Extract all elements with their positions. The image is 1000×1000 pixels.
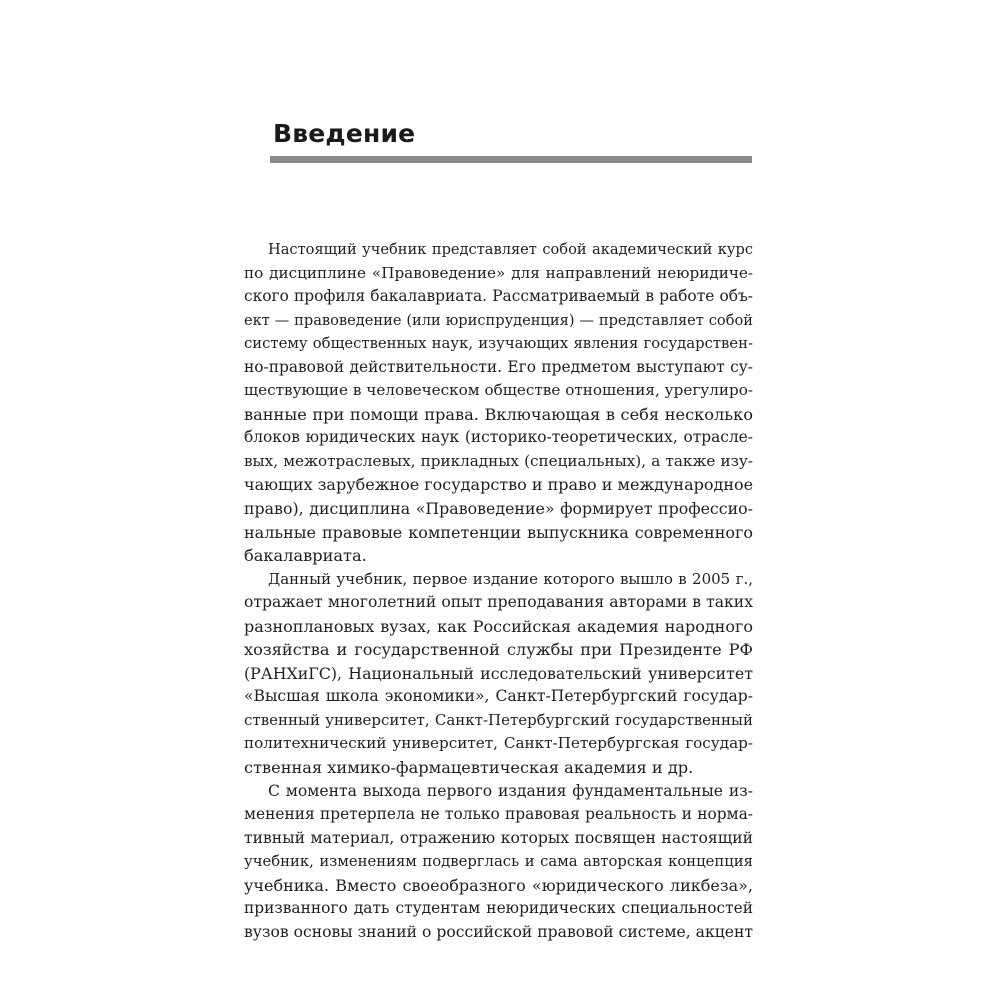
text-line: ского профиля бакалавриата. Рассматриваемый в работе объ- <box>244 287 753 306</box>
text-line: Настоящий учебник представляет собой академический курс <box>268 241 753 258</box>
text-line: Данный учебник, первое издание которого вышло в 2005 г., <box>268 569 753 588</box>
text-line: хозяйства и государственной службы при Президенте РФ <box>244 640 753 660</box>
text-line: менения претерпела не только правовая реальность и норма- <box>244 805 753 824</box>
text-line: ственная химико-фармацевтическая академия и др. <box>244 758 694 778</box>
text-line: но-правовой действительности. Его предметом выступают су- <box>244 357 753 376</box>
text-line: отражает многолетний опыт преподавания авторами в таких <box>244 593 753 612</box>
text-line: учебник, изменениям подверглась и сама авторская концепция <box>244 853 753 871</box>
paragraph-1 <box>244 238 753 568</box>
paragraph-3 <box>244 780 753 945</box>
text-line: вузов основы знаний о российской правовой системе, акцент <box>244 922 753 941</box>
chapter-heading: Введение <box>273 119 416 148</box>
text-line: ственный университет, Санкт-Петербургский государственный <box>244 710 753 729</box>
text-line: учебника. Вместо своеобразного «юридического ликбеза», <box>244 875 753 895</box>
text-line: политехнический университет, Санкт-Петербургская государ- <box>244 734 753 753</box>
text-line: призванного дать студентам неюридических специальностей <box>244 899 753 918</box>
heading-underline-rule <box>270 156 752 163</box>
text-line: право), дисциплина «Правоведение» формирует профессио- <box>244 499 753 519</box>
text-line: ванные при помощи права. Включающая в себя несколько <box>244 404 753 424</box>
text-line: блоков юридических наук (историко-теоретических, отрасле- <box>244 428 753 447</box>
paragraph-2 <box>244 568 753 780</box>
text-line: чающих зарубежное государство и право и международное <box>244 475 753 495</box>
text-line: разноплановых вузах, как Российская академия народного <box>244 616 753 636</box>
text-line: (РАНХиГС), Национальный исследовательский университет <box>244 663 753 683</box>
text-line: систему общественных наук, изучающих явления государствен- <box>244 335 753 353</box>
text-line: тивный материал, отражению которых посвящен настоящий <box>244 828 753 847</box>
text-line: ществующие в человеческом обществе отношения, урегулиро- <box>244 381 753 400</box>
text-line: вых, межотраслевых, прикладных (специальных), а также изу- <box>244 451 753 470</box>
body-text <box>244 238 753 944</box>
text-line: нальные правовые компетенции выпускника современного <box>244 522 753 542</box>
text-line: ект — правоведение (или юриспруденция) — представляет собой <box>244 311 753 329</box>
text-line: «Высшая школа экономики», Санкт-Петербургский государ- <box>244 687 753 706</box>
text-line: С момента выхода первого издания фундаментальные из- <box>268 781 753 800</box>
text-line: бакалавриата. <box>244 546 367 566</box>
text-line: по дисциплине «Правоведение» для направлений неюридиче- <box>244 263 753 282</box>
